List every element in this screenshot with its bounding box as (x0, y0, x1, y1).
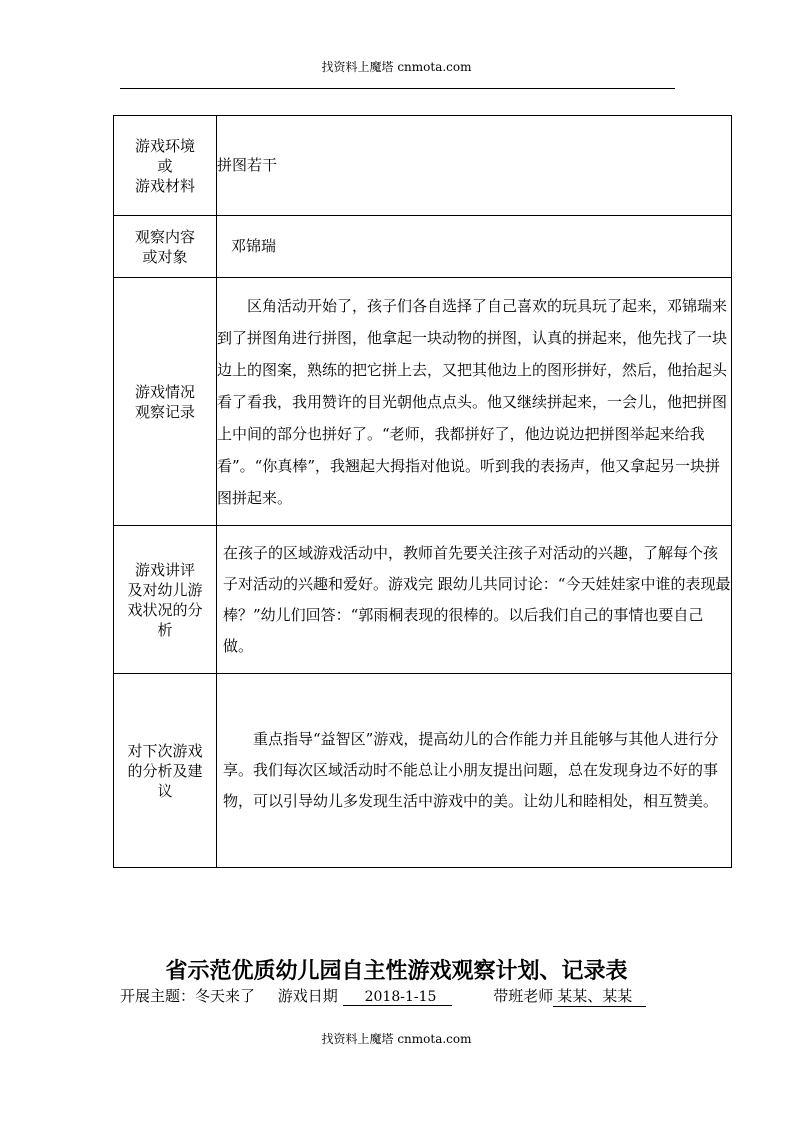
label-suggestion: 对下次游戏 的分析及建 议 (114, 674, 217, 868)
header-divider (120, 88, 675, 89)
table-row-record (114, 278, 732, 526)
content-analysis: 在孩子的区域游戏活动中，教师首先要关注孩子对活动的兴趣，了解每个孩子对活动的兴趣和爱好。游戏完 跟幼儿共同讨论：“今天娃娃家中谁的表现最棒？”幼儿们回答：“郭雨桐表现的很棒的。以后我们自己的事情也要自己做。 (217, 526, 732, 674)
content-record: 区角活动开始了，孩子们各自选择了自己喜欢的玩具玩了起来，邓锦瑞来到了拼图角进行拼图，他拿起一块动物的拼图，认真的拼起来，他先找了一块边上的图案，熟练的把它拼上去，又把其他边上的图形拼好，然后，他抬起头看了看我，我用赞许的目光朝他点点头。他又继续拼起来，一会儿，他把拼图上中间的部分也拼好了。“老师，我都拼好了，他边说边把拼图举起来给我看”。“你真棒”，我翘起大拇指对他说。听到我的表扬声，他又拿起另一块拼图拼起来。 (217, 278, 732, 526)
teacher-label: 带班老师 (493, 987, 554, 1005)
footer-watermark: 找资料上魔塔 cnmota.com (321, 1032, 472, 1046)
document-title: 省示范优质幼儿园自主性游戏观察计划、记录表 (165, 958, 628, 984)
theme-label: 开展主题：冬天来了 (120, 987, 256, 1005)
date-label: 游戏日期 (277, 987, 338, 1005)
label-record: 游戏情况 观察记录 (114, 278, 217, 526)
content-environment: 拼图若干 (217, 116, 732, 216)
header-watermark: 找资料上魔塔 cnmota.com (321, 60, 472, 74)
table-row-analysis (114, 526, 732, 674)
observation-record-table (113, 115, 732, 868)
meta-info-line (120, 985, 646, 1007)
table-row-environment (114, 116, 732, 216)
label-environment: 游戏环境 或 游戏材料 (114, 116, 217, 216)
table-row-observation-target (114, 216, 732, 278)
table-row-suggestion (114, 674, 732, 868)
content-suggestion: 重点指导“益智区”游戏，提高幼儿的合作能力并且能够与其他人进行分享。我们每次区域活动时不能总让小朋友提出问题，总在发现身边不好的事物，可以引导幼儿多发现生活中游戏中的美。让幼儿和睦相处，相互赞美。 (217, 674, 732, 868)
teacher-value: 某某、某某 (553, 985, 646, 1007)
label-observation-target: 观察内容 或对象 (114, 216, 217, 278)
content-observation-target: 邓锦瑞 (217, 216, 732, 278)
date-value: 2018-1-15 (343, 989, 453, 1006)
label-analysis: 游戏讲评 及对幼儿游 戏状况的分 析 (114, 526, 217, 674)
